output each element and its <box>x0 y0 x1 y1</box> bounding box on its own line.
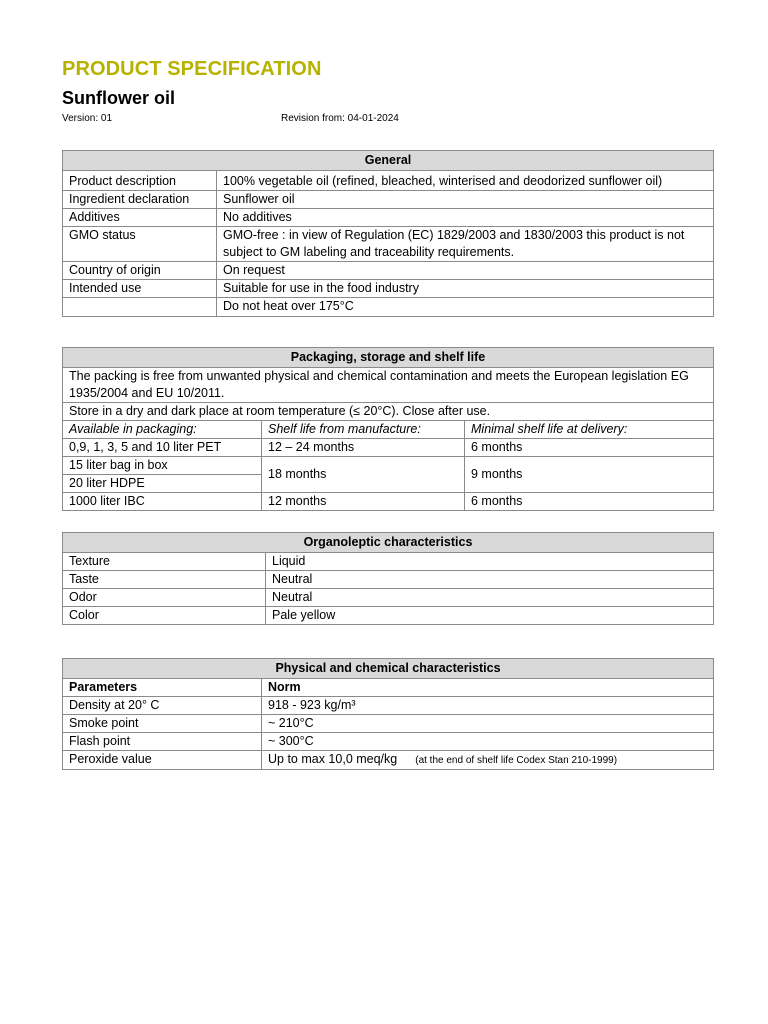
row-value: ~ 300°C <box>262 733 714 751</box>
row-value: Neutral <box>266 589 714 607</box>
row-label: GMO status <box>63 227 217 262</box>
column-header: Available in packaging: <box>63 421 262 439</box>
row-label: Odor <box>63 589 266 607</box>
revision-date: Revision from: 04-01-2024 <box>281 113 399 124</box>
table-row <box>63 589 714 607</box>
packaging-type: 15 liter bag in box <box>63 457 262 475</box>
row-value: Do not heat over 175°C <box>217 298 714 317</box>
table-row <box>63 298 714 317</box>
table-row <box>63 191 714 209</box>
packaging-type: 0,9, 1, 3, 5 and 10 liter PET <box>63 439 262 457</box>
general-table <box>62 150 714 317</box>
row-label: Ingredient declaration <box>63 191 217 209</box>
row-value: 100% vegetable oil (refined, bleached, winterised and deodorized sunflower oil) <box>217 171 714 191</box>
column-headers <box>63 679 714 697</box>
row-label: Density at 20° C <box>63 697 262 715</box>
organoleptic-heading: Organoleptic characteristics <box>63 533 714 553</box>
row-value-cell <box>262 751 714 770</box>
physical-heading: Physical and chemical characteristics <box>63 659 714 679</box>
table-row <box>63 553 714 571</box>
row-value: ~ 210°C <box>262 715 714 733</box>
shelf-life: 12 – 24 months <box>262 439 465 457</box>
row-value: Sunflower oil <box>217 191 714 209</box>
physical-chemical-table <box>62 658 714 770</box>
document-title: PRODUCT SPECIFICATION <box>62 58 322 80</box>
table-row <box>63 733 714 751</box>
row-value: Liquid <box>266 553 714 571</box>
table-row <box>63 751 714 770</box>
column-header: Parameters <box>63 679 262 697</box>
row-value: Pale yellow <box>266 607 714 625</box>
row-label: Intended use <box>63 280 217 298</box>
column-header: Shelf life from manufacture: <box>262 421 465 439</box>
storage-instructions: Store in a dry and dark place at room temperature (≤ 20°C). Close after use. <box>63 403 714 421</box>
min-shelf-life: 6 months <box>465 493 714 511</box>
table-row <box>63 171 714 191</box>
packaging-type: 1000 liter IBC <box>63 493 262 511</box>
packaging-type: 20 liter HDPE <box>63 475 262 493</box>
row-label: Taste <box>63 571 266 589</box>
row-label: Flash point <box>63 733 262 751</box>
table-row <box>63 493 714 511</box>
column-header: Minimal shelf life at delivery: <box>465 421 714 439</box>
general-heading: General <box>63 151 714 171</box>
min-shelf-life: 6 months <box>465 439 714 457</box>
shelf-life: 18 months <box>262 457 465 493</box>
row-value: Suitable for use in the food industry <box>217 280 714 298</box>
row-label: Product description <box>63 171 217 191</box>
packaging-heading: Packaging, storage and shelf life <box>63 348 714 368</box>
row-note: (at the end of shelf life Codex Stan 210-1999) <box>415 755 618 766</box>
row-label: Smoke point <box>63 715 262 733</box>
product-name: Sunflower oil <box>62 88 176 108</box>
table-row <box>63 280 714 298</box>
min-shelf-life: 9 months <box>465 457 714 493</box>
version-label: Version: 01 <box>62 113 113 124</box>
row-label <box>63 298 217 317</box>
row-value: GMO-free : in view of Regulation (EC) 1829/2003 and 1830/2003 this product is not subject to GM labeling and traceability requirements. <box>217 227 714 262</box>
row-value: Neutral <box>266 571 714 589</box>
table-row <box>63 715 714 733</box>
table-row <box>63 607 714 625</box>
shelf-life: 12 months <box>262 493 465 511</box>
row-value: 918 - 923 kg/m³ <box>262 697 714 715</box>
row-label: Peroxide value <box>63 751 262 770</box>
column-header: Norm <box>262 679 714 697</box>
row-value: On request <box>217 262 714 280</box>
table-row <box>63 209 714 227</box>
column-headers <box>63 421 714 439</box>
table-row <box>63 227 714 262</box>
table-row <box>63 439 714 457</box>
row-label: Additives <box>63 209 217 227</box>
packaging-statement: The packing is free from unwanted physical and chemical contamination and meets the European legislation EG 1935/2004 and EU 10/2011. <box>63 368 714 403</box>
row-value: Up to max 10,0 meq/kg <box>268 752 398 766</box>
table-row <box>63 457 714 475</box>
row-label: Country of origin <box>63 262 217 280</box>
row-label: Texture <box>63 553 266 571</box>
row-label: Color <box>63 607 266 625</box>
packaging-table <box>62 347 714 511</box>
table-row <box>63 697 714 715</box>
table-row <box>63 571 714 589</box>
table-row <box>63 262 714 280</box>
organoleptic-table <box>62 532 714 625</box>
row-value: No additives <box>217 209 714 227</box>
